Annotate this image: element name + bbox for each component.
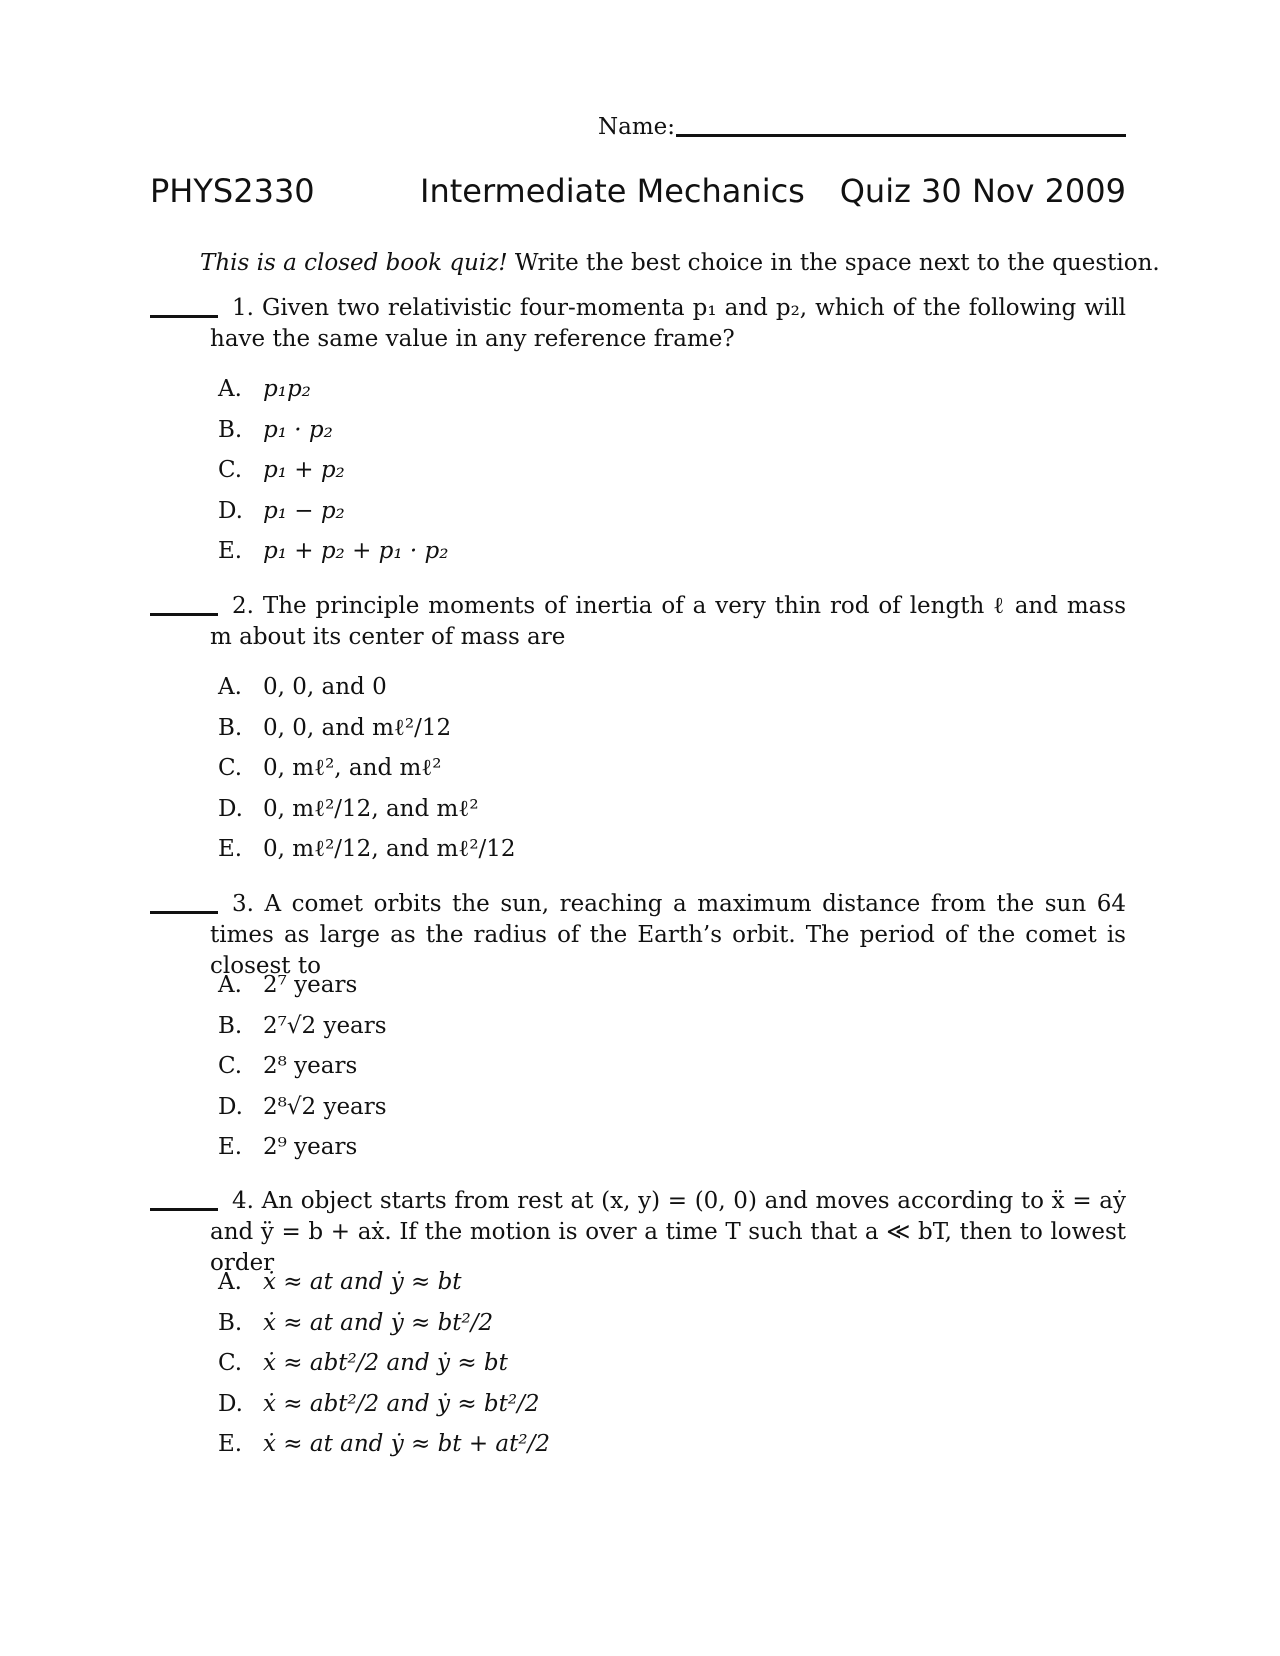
- choice-text: 2⁷√2 years: [263, 1012, 387, 1039]
- choice-e: [218, 829, 1018, 870]
- choice-letter: D.: [218, 497, 243, 524]
- choice-text: 0, mℓ²/12, and mℓ²: [263, 795, 479, 822]
- choice-text: ẋ ≈ abt²/2 and ẏ ≈ bt: [263, 1350, 508, 1377]
- question-text: 1. Given two relativistic four-momenta p₁ and p₂, which of the following will have the same value in any reference frame?: [210, 295, 1126, 352]
- choice-text: 0, 0, and mℓ²/12: [263, 714, 452, 741]
- answer-blank[interactable]: [150, 315, 218, 318]
- choice-a: [218, 965, 1018, 1006]
- choice-d: [218, 491, 1018, 532]
- choice-letter: D.: [218, 795, 243, 822]
- instructions-text: Write the best choice in the space next to the question.: [507, 250, 1160, 276]
- choice-letter: B.: [218, 714, 243, 741]
- choice-text: 2⁸√2 years: [263, 1093, 387, 1120]
- choice-text: 2⁷ years: [263, 972, 358, 999]
- choice-b: [218, 1303, 1018, 1344]
- choice-e: [218, 1127, 1018, 1168]
- choice-letter: D.: [218, 1390, 243, 1417]
- choice-letter: E.: [218, 836, 243, 863]
- choice-text: 0, mℓ²/12, and mℓ²/12: [263, 836, 516, 863]
- choice-letter: C.: [218, 457, 243, 484]
- name-blank-line[interactable]: [676, 134, 1126, 137]
- choice-text: ẋ ≈ abt²/2 and ẏ ≈ bt²/2: [263, 1390, 540, 1417]
- choice-text: ẋ ≈ at and ẏ ≈ bt²/2: [263, 1309, 494, 1336]
- question-text: 4. An object starts from rest at (x, y) = (0, 0) and moves according to ẍ = aẏ and ÿ = b + aẋ. If the motion is over a time T such that a ≪ bT, then to lowest order: [210, 1188, 1126, 1276]
- choice-text: 0, mℓ², and mℓ²: [263, 755, 442, 782]
- choice-d: [218, 1087, 1018, 1128]
- choice-letter: B.: [218, 1309, 243, 1336]
- choice-letter: A.: [218, 674, 242, 701]
- choice-a: [218, 1262, 1018, 1303]
- choice-letter: E.: [218, 538, 243, 565]
- choice-c: [218, 1046, 1018, 1087]
- question-text: 3. A comet orbits the sun, reaching a maximum distance from the sun 64 times as large as the radius of the Earth’s orbit. The period of the comet is closest to: [210, 891, 1126, 979]
- course-title: Intermediate Mechanics: [420, 172, 805, 210]
- choice-text: p₁ − p₂: [263, 497, 345, 524]
- choice-list: [218, 965, 1018, 1168]
- choice-text: p₁ + p₂ + p₁ · p₂: [263, 538, 449, 565]
- choice-text: p₁ + p₂: [263, 457, 345, 484]
- choice-letter: E.: [218, 1431, 243, 1458]
- choice-a: [218, 369, 1018, 410]
- name-field: [598, 114, 675, 140]
- choice-c: [218, 748, 1018, 789]
- choice-text: ẋ ≈ at and ẏ ≈ bt: [263, 1269, 462, 1296]
- choice-text: 2⁸ years: [263, 1053, 358, 1080]
- question-text: 2. The principle moments of inertia of a very thin rod of length ℓ and mass m about its center of mass are: [210, 593, 1126, 650]
- course-code: PHYS2330: [150, 172, 315, 210]
- choice-c: [218, 450, 1018, 491]
- choice-letter: A.: [218, 376, 242, 403]
- choice-letter: A.: [218, 1269, 242, 1296]
- choice-text: 2⁹ years: [263, 1134, 358, 1161]
- choice-letter: E.: [218, 1134, 243, 1161]
- quiz-date: Quiz 30 Nov 2009: [839, 172, 1126, 210]
- quiz-header: [150, 172, 1126, 216]
- choice-letter: C.: [218, 755, 243, 782]
- choice-letter: B.: [218, 416, 243, 443]
- name-label: Name:: [598, 114, 676, 140]
- choice-d: [218, 1384, 1018, 1425]
- choice-c: [218, 1343, 1018, 1384]
- choice-b: [218, 1006, 1018, 1047]
- choice-d: [218, 789, 1018, 830]
- choice-text: p₁ · p₂: [263, 416, 333, 443]
- answer-blank[interactable]: [150, 1208, 218, 1211]
- choice-letter: C.: [218, 1053, 243, 1080]
- choice-list: [218, 667, 1018, 870]
- choice-e: [218, 1424, 1018, 1465]
- choice-list: [218, 369, 1018, 572]
- choice-b: [218, 708, 1018, 749]
- instructions-emphasis: This is a closed book quiz!: [200, 250, 508, 276]
- choice-text: 0, 0, and 0: [263, 674, 387, 701]
- choice-list: [218, 1262, 1018, 1465]
- choice-e: [218, 531, 1018, 572]
- choice-letter: C.: [218, 1350, 243, 1377]
- answer-blank[interactable]: [150, 911, 218, 914]
- choice-letter: A.: [218, 972, 242, 999]
- choice-b: [218, 410, 1018, 451]
- answer-blank[interactable]: [150, 613, 218, 616]
- instructions: [200, 250, 1160, 276]
- choice-letter: D.: [218, 1093, 243, 1120]
- choice-text: p₁p₂: [263, 376, 311, 403]
- choice-letter: B.: [218, 1012, 243, 1039]
- choice-a: [218, 667, 1018, 708]
- choice-text: ẋ ≈ at and ẏ ≈ bt + at²/2: [263, 1431, 550, 1458]
